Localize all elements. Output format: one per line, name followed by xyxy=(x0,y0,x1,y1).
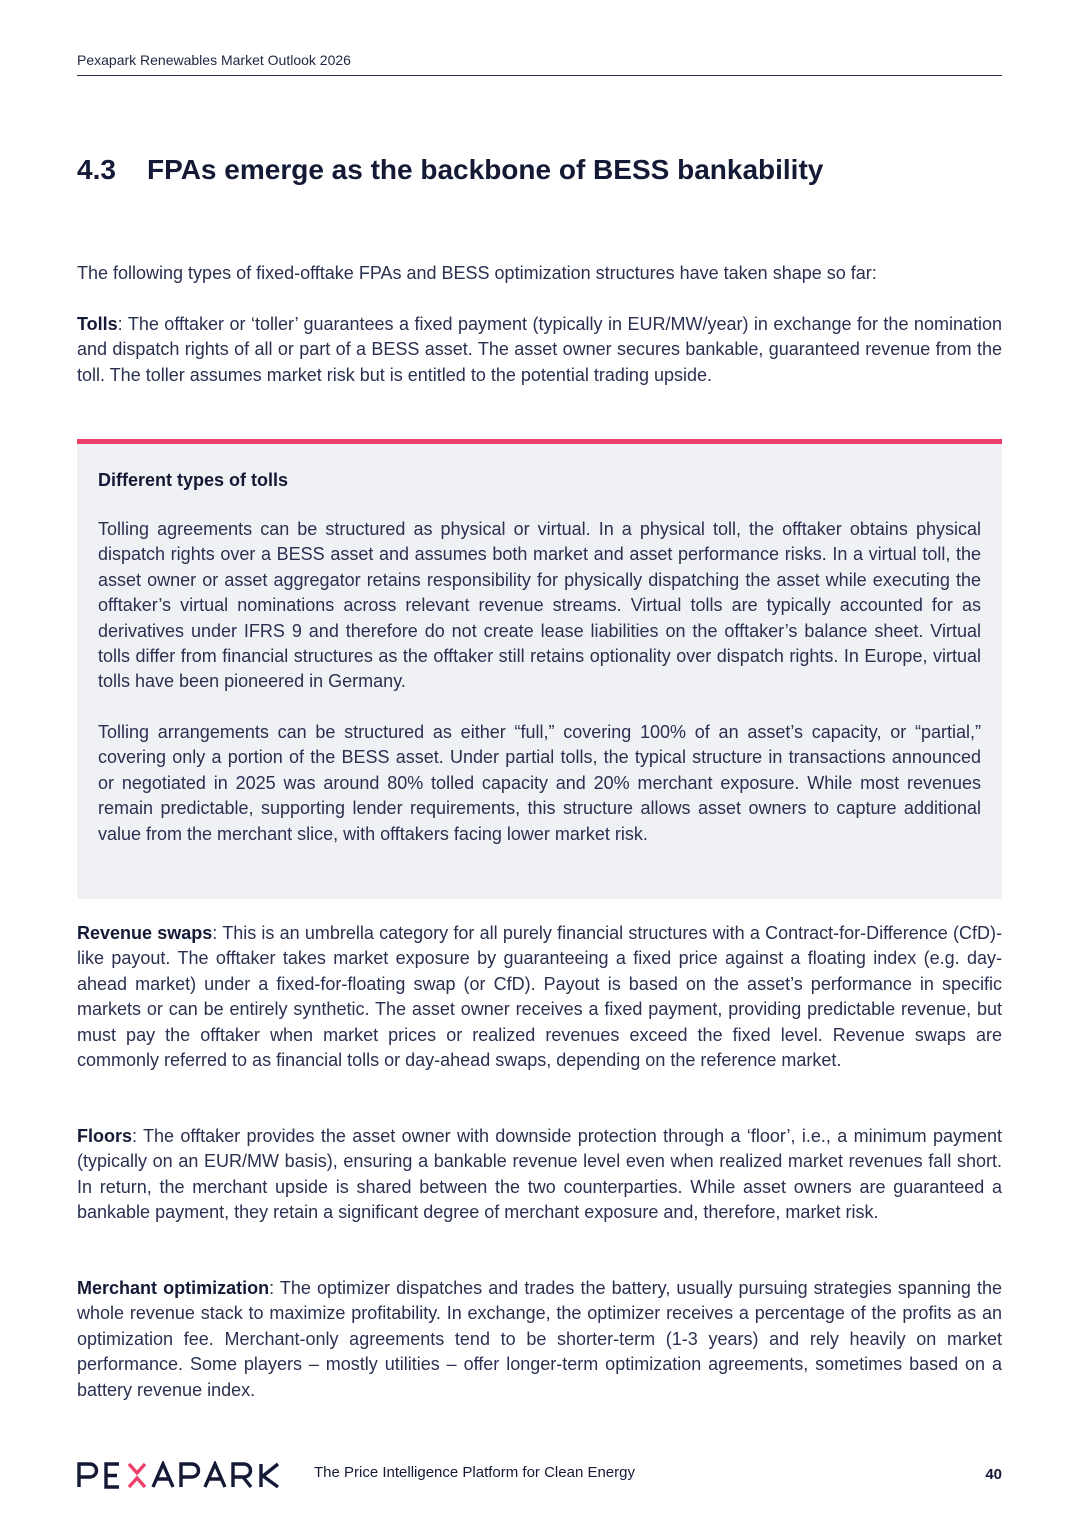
section-heading: FPAs emerge as the backbone of BESS bankability xyxy=(147,154,824,185)
tolls-text: : The offtaker or ‘toller’ guarantees a fixed payment (typically in EUR/MW/year) in exchange for the nomination and dispatch rights of all or part of a BESS asset. The asset owner secures bankable, guaranteed revenue from the toll. The toller assumes market risk but is entitled to the potential trading upside. xyxy=(77,314,1002,385)
document-title: Pexapark Renewables Market Outlook 2026 xyxy=(77,52,351,68)
tolls-paragraph xyxy=(77,312,1002,388)
section-number: 4.3 xyxy=(77,154,116,185)
merchant-optimization-paragraph xyxy=(77,1276,1002,1403)
callout-paragraph-1: Tolling agreements can be structured as physical or virtual. In a physical toll, the offtaker obtains physical dispatch rights over a BESS asset and assumes both market and asset performance risks. In a virtual toll, the asset owner or asset aggregator retains responsibility for physically dispatching the asset while executing the offtaker’s virtual nominations across relevant revenue streams. Virtual tolls are typically accounted for as derivatives under IFRS 9 and therefore do not create lease liabilities on the offtaker’s balance sheet. Virtual tolls differ from financial structures as the offtaker still retains optionality over dispatch rights. In Europe, virtual tolls have been pioneered in Germany. xyxy=(98,519,981,692)
revenue-swaps-term: Revenue swaps xyxy=(77,923,213,943)
pexapark-logo xyxy=(77,1461,301,1487)
floors-term: Floors xyxy=(77,1126,133,1146)
page-footer xyxy=(77,1458,1002,1492)
pexapark-logo-mark xyxy=(77,1461,301,1489)
revenue-swaps-paragraph xyxy=(77,921,1002,1073)
revenue-swaps-text: : This is an umbrella category for all purely financial structures with a Contract-for-Difference (CfD)-like payout. The offtaker takes market exposure by guaranteeing a fixed price against a floating index (e.g. day-ahead market) under a fixed-for-floating swap (or CfD). Payout is based on the asset’s performance in specific markets or can be entirely synthetic. The asset owner receives a fixed payment, providing predictable revenue, but must pay the offtaker when market prices or realized revenues exceed the fixed level. Revenue swaps are commonly referred to as financial tolls or day-ahead swaps, depending on the reference market. xyxy=(77,923,1003,1071)
callout-title: Different types of tolls xyxy=(98,470,289,490)
footer-tagline: The Price Intelligence Platform for Clean Energy xyxy=(314,1464,635,1481)
section-title xyxy=(77,150,823,190)
tolls-term: Tolls xyxy=(77,314,118,334)
floors-paragraph xyxy=(77,1124,1002,1226)
merchant-optimization-text: : The optimizer dispatches and trades the battery, usually pursuing strategies spanning the whole revenue stack to maximize profitability. In exchange, the optimizer receives a percentage of the profits as an optimization fee. Merchant-only agreements tend to be shorter-term (1-3 years) and rely heavily on market performance. Some players – mostly utilities – offer longer-term optimization agreements, sometimes based on a battery revenue index. xyxy=(77,1278,1002,1400)
floors-text: : The offtaker provides the asset owner with downside protection through a ‘floor’, i.e., a minimum payment (typically on an EUR/MW basis), ensuring a bankable revenue level even when realized market revenues fall short. In return, the merchant upside is shared between the two counterparties. While asset owners are guaranteed a bankable payment, they retain a significant degree of merchant exposure and, therefore, market risk. xyxy=(77,1126,1002,1223)
intro-paragraph: The following types of fixed-offtake FPAs and BESS optimization structures have taken shape so far: xyxy=(77,263,877,283)
page-header xyxy=(77,51,1002,76)
callout-paragraph-2: Tolling arrangements can be structured as either “full,” covering 100% of an asset’s capacity, or “partial,” covering only a portion of the BESS asset. Under partial tolls, the typical structure in transactions announced or negotiated in 2025 was around 80% tolled capacity and 20% merchant exposure. While most revenues remain predictable, supporting lender requirements, this structure allows asset owners to capture additional value from the merchant slice, with offtakers facing lower market risk. xyxy=(98,722,981,844)
merchant-optimization-term: Merchant optimization xyxy=(77,1278,270,1298)
page-number: 40 xyxy=(985,1466,1002,1483)
tolls-callout-box xyxy=(77,439,1002,899)
